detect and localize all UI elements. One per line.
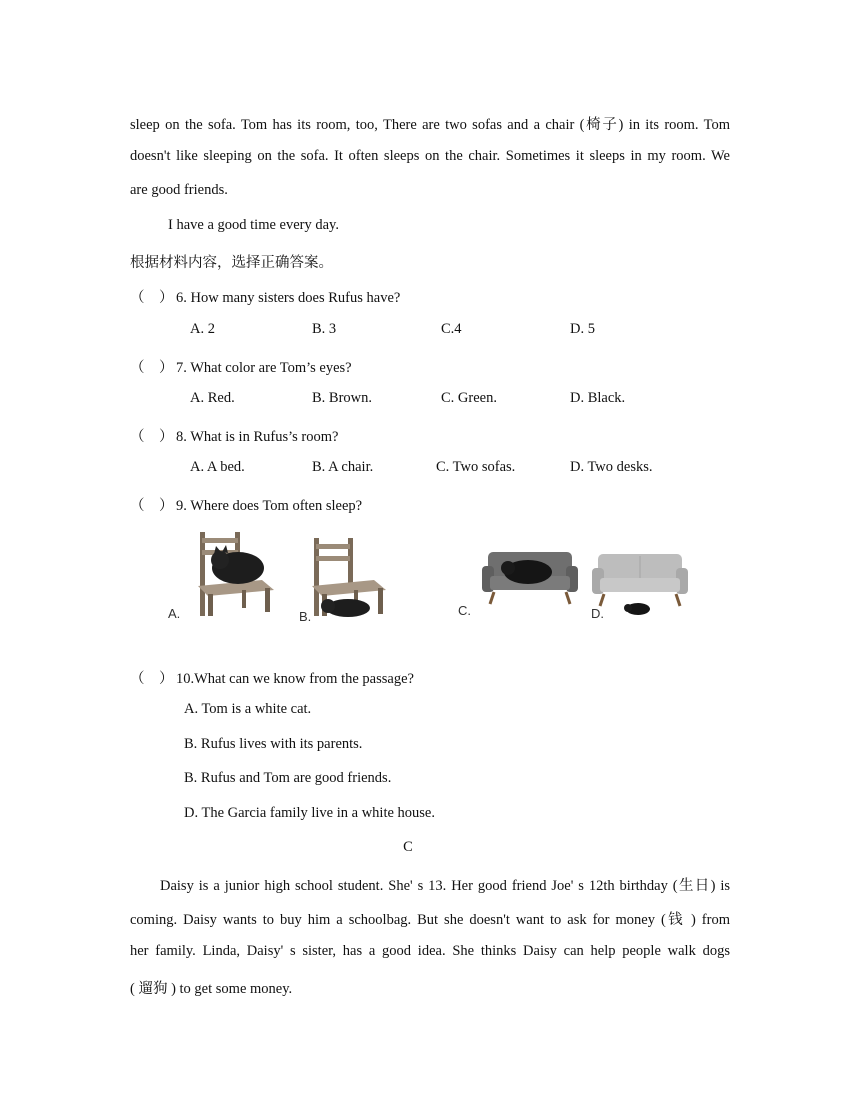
passage-line: are good friends. <box>130 182 228 198</box>
option-b: B. Rufus lives with its parents. <box>184 736 363 752</box>
question-8 <box>130 425 338 446</box>
question-text: 10.What can we know from the passage? <box>176 671 414 687</box>
picture-label-a: A. <box>168 606 181 621</box>
answer-blank[interactable]: （ ） <box>130 290 174 306</box>
sofa-with-cat-on-seat-picture <box>480 550 580 608</box>
instruction: 根据材料内容，选择正确答案。 <box>130 255 333 271</box>
picture-label-d: D. <box>591 606 604 621</box>
passage-line: coming. Daisy wants to buy him a schoolbag. But she doesn't want to ask for money (钱 ) from <box>130 912 730 928</box>
picture-label-c: C. <box>458 603 471 618</box>
question-6 <box>130 286 400 307</box>
option-b: B. Brown. <box>312 390 373 406</box>
passage-line: doesn't like sleeping on the sofa. It often sleeps on the chair. Sometimes it sleeps in my room. We <box>130 148 730 164</box>
option-b: B. A chair. <box>312 459 374 475</box>
passage-line: sleep on the sofa. Tom has its room, too, There are two sofas and a chair (椅子) in its room. Tom <box>130 117 730 133</box>
question-9 <box>130 494 362 515</box>
question-text: 6. How many sisters does Rufus have? <box>176 290 401 306</box>
answer-blank[interactable]: （ ） <box>130 360 174 376</box>
option-d: D. Two desks. <box>570 459 653 475</box>
chair-with-cat-under-picture <box>306 536 396 624</box>
option-a: A. 2 <box>190 321 215 337</box>
passage-line: her family. Linda, Daisy' s sister, has a good idea. She thinks Daisy can help people walk dogs <box>130 943 730 959</box>
option-c: C. Green. <box>441 390 497 406</box>
question-text: 9. Where does Tom often sleep? <box>176 498 363 514</box>
answer-blank[interactable]: （ ） <box>130 671 174 687</box>
option-c: B. Rufus and Tom are good friends. <box>184 770 392 786</box>
answer-blank[interactable]: （ ） <box>130 498 174 514</box>
section-heading: C <box>403 839 413 855</box>
option-a: A. A bed. <box>190 459 245 475</box>
sofa-with-cat-under-picture <box>590 552 690 618</box>
passage-closing: I have a good time every day. <box>168 217 339 233</box>
passage-line: Daisy is a junior high school student. She' s 13. Her good friend Joe' s 12th birthday (生日) is <box>160 878 730 894</box>
option-d: D. Black. <box>570 390 626 406</box>
option-a: A. Red. <box>190 390 235 406</box>
option-c: C. Two sofas. <box>436 459 516 475</box>
picture-label-b: B. <box>299 609 312 624</box>
option-d: D. The Garcia family live in a white house. <box>184 805 435 821</box>
answer-blank[interactable]: （ ） <box>130 429 174 445</box>
option-d: D. 5 <box>570 321 595 337</box>
chair-with-cat-on-seat-picture <box>190 530 280 620</box>
option-a: A. Tom is a white cat. <box>184 701 312 717</box>
question-10 <box>130 667 414 688</box>
question-text: 7. What color are Tom’s eyes? <box>176 360 352 376</box>
question-text: 8. What is in Rufus’s room? <box>176 429 339 445</box>
passage-line: ( 遛狗 ) to get some money. <box>130 981 293 997</box>
option-c: C.4 <box>441 321 462 337</box>
question-7 <box>130 356 352 377</box>
option-b: B. 3 <box>312 321 337 337</box>
